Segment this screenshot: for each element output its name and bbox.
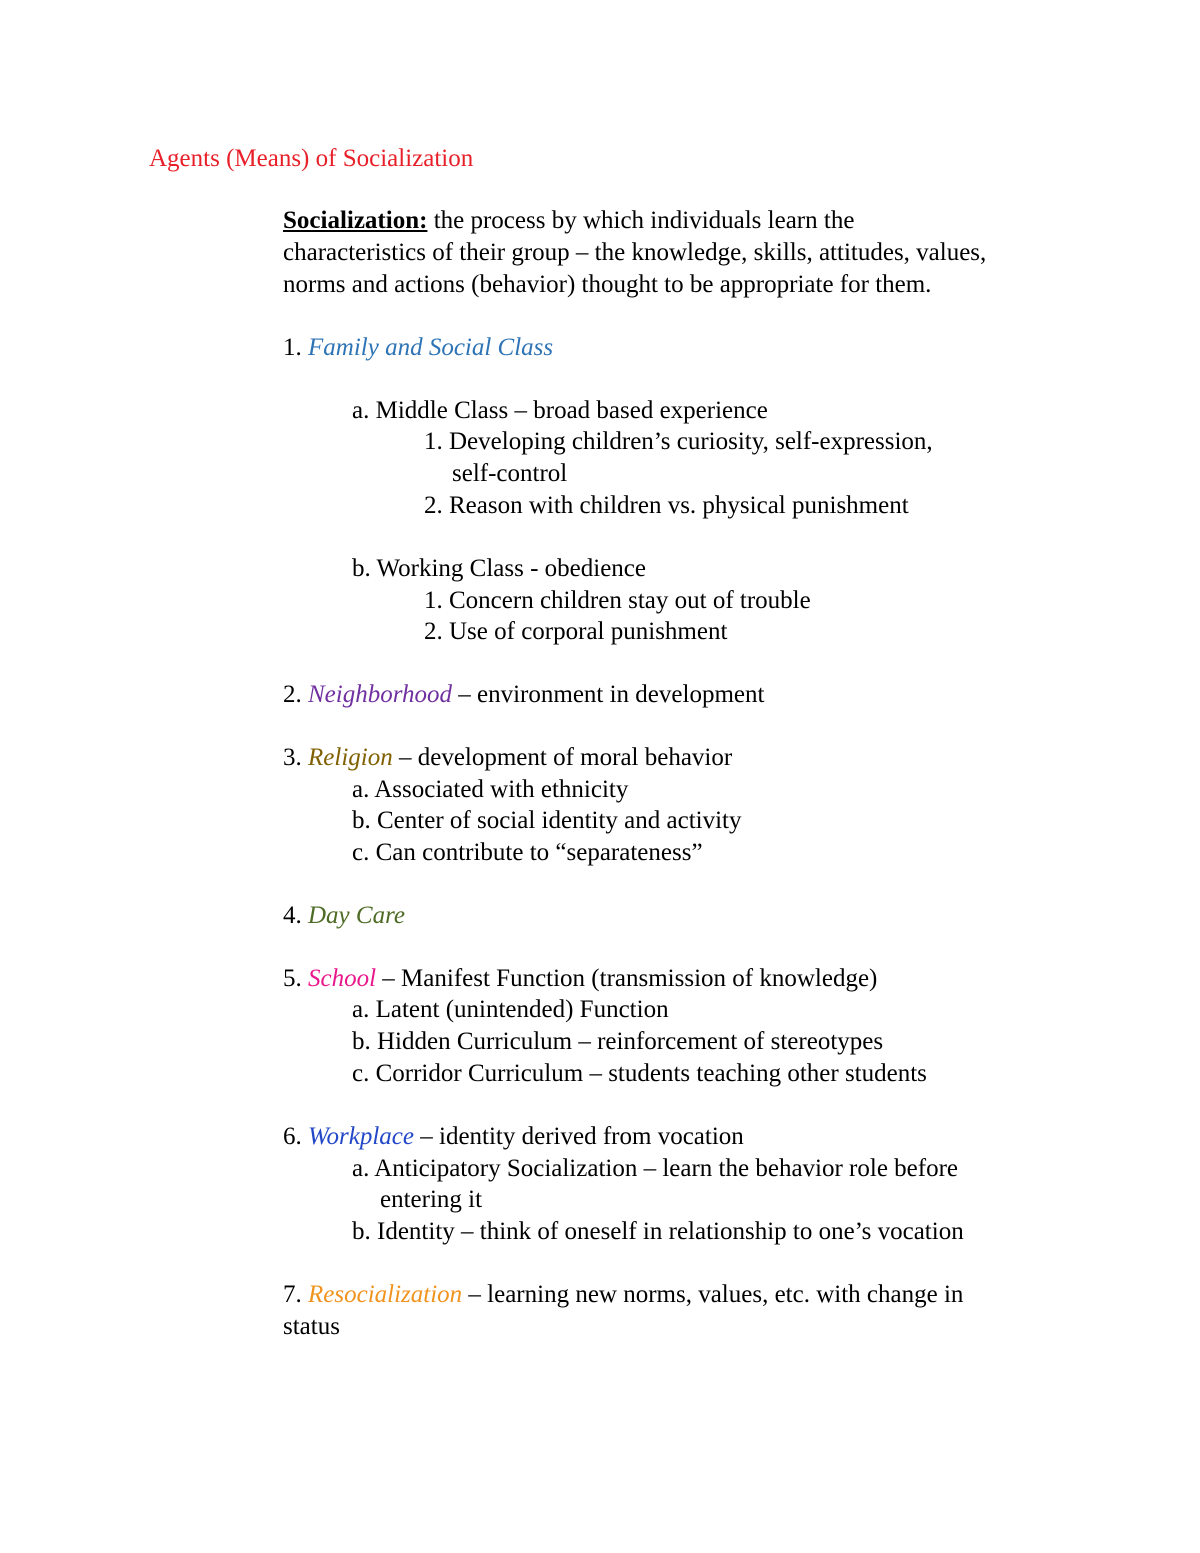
item-resocialization-text: – learning new norms, values, etc. with change in [462, 1281, 964, 1308]
item-workplace-label: Workplace [308, 1123, 414, 1150]
item-daycare-label: Day Care [308, 902, 405, 929]
religion-point-b: b. Center of social identity and activity [352, 807, 742, 834]
item-number: 4. [283, 902, 308, 929]
family-working-class: b. Working Class - obedience [352, 555, 646, 582]
definition-term: Socialization: [283, 207, 428, 234]
definition-line-2: characteristics of their group – the knowledge, skills, attitudes, values, [283, 239, 987, 266]
item-neighborhood [283, 682, 764, 707]
family-working-point-1: 1. Concern children stay out of trouble [424, 587, 811, 614]
page-title: Agents (Means) of Socialization [149, 145, 474, 172]
item-neighborhood-label: Neighborhood [308, 681, 452, 708]
item-number: 2. [283, 681, 308, 708]
item-number: 1. [283, 334, 308, 361]
school-point-a: a. Latent (unintended) Function [352, 996, 669, 1023]
item-daycare [283, 903, 405, 928]
family-middle-class: a. Middle Class – broad based experience [352, 397, 768, 424]
definition-line-1 [283, 208, 854, 233]
school-point-b: b. Hidden Curriculum – reinforcement of stereotypes [352, 1028, 884, 1055]
item-religion [283, 745, 732, 770]
item-school [283, 966, 877, 991]
item-number: 7. [283, 1281, 308, 1308]
workplace-point-a: a. Anticipatory Socialization – learn the behavior role before [352, 1155, 959, 1182]
workplace-point-a-cont: entering it [380, 1186, 483, 1213]
definition-line-3: norms and actions (behavior) thought to be appropriate for them. [283, 271, 932, 298]
religion-point-c: c. Can contribute to “separateness” [352, 839, 703, 866]
item-family-label: Family and Social Class [308, 334, 554, 361]
item-religion-label: Religion [308, 744, 393, 771]
family-middle-point-1-cont: self-control [452, 460, 568, 487]
item-number: 3. [283, 744, 308, 771]
definition-text-1: the process by which individuals learn the [427, 207, 855, 234]
item-neighborhood-text: – environment in development [452, 681, 765, 708]
item-number: 6. [283, 1123, 308, 1150]
item-resocialization [283, 1282, 963, 1307]
item-number: 5. [283, 965, 308, 992]
workplace-point-b: b. Identity – think of oneself in relationship to one’s vocation [352, 1218, 964, 1245]
item-resocialization-cont: status [283, 1313, 340, 1340]
family-working-point-2: 2. Use of corporal punishment [424, 618, 728, 645]
item-religion-text: – development of moral behavior [392, 744, 733, 771]
school-point-c: c. Corridor Curriculum – students teaching other students [352, 1060, 927, 1087]
item-workplace-text: – identity derived from vocation [414, 1123, 744, 1150]
religion-point-a: a. Associated with ethnicity [352, 776, 629, 803]
item-workplace [283, 1124, 744, 1149]
item-family-heading [283, 335, 553, 360]
item-school-label: School [308, 965, 377, 992]
item-school-text: – Manifest Function (transmission of knowledge) [376, 965, 878, 992]
item-resocialization-label: Resocialization [308, 1281, 463, 1308]
family-middle-point-2: 2. Reason with children vs. physical punishment [424, 492, 909, 519]
family-middle-point-1: 1. Developing children’s curiosity, self-expression, [424, 428, 933, 455]
